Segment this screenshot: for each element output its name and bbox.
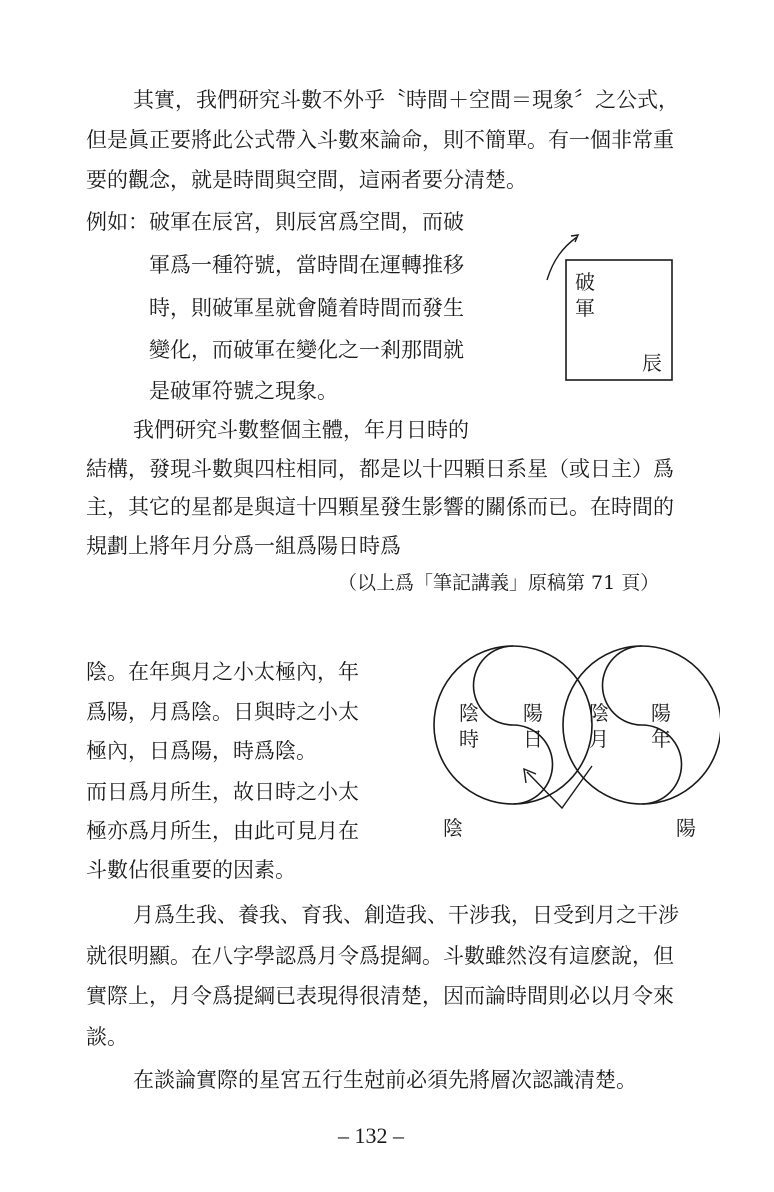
example-label: 例如： [86, 210, 149, 234]
taiji-diagram [420, 640, 720, 850]
right-yang-char-1: 陽 [651, 701, 671, 725]
para3-line-6: 斗數佔很重要的因素。 [86, 858, 296, 882]
para2-line-4: 規劃上將年月分爲一組爲陽日時爲 [86, 534, 401, 558]
box-palace-label: 辰 [642, 351, 662, 375]
bottom-yin-label: 陰 [443, 816, 463, 840]
left-yin-char-2: 時 [459, 727, 479, 751]
para1-line-3: 要的觀念，就是時間與空間，這兩者要分清楚。 [86, 168, 527, 192]
para2-line-1: 我們研究斗數整個主體，年月日時的 [133, 418, 469, 442]
right-yin-char-2: 月 [589, 727, 609, 751]
left-yin-char-1: 陰 [459, 701, 479, 725]
para4-line-3: 實際上，月令爲提綱已表現得很清楚，因而論時間則必以月令來 [86, 984, 674, 1008]
palace-box-diagram [535, 225, 695, 395]
example-line-1: 破軍在辰宮，則辰宮爲空間，而破 [149, 210, 464, 234]
generation-arrow [527, 766, 592, 808]
left-yang-char-2: 日 [523, 727, 543, 751]
box-star-2: 軍 [575, 296, 595, 320]
example-line-5: 是破軍符號之現象。 [149, 379, 338, 403]
para3-line-1: 陰。在年與月之小太極內，年 [86, 660, 359, 684]
para3-line-2: 爲陽，月爲陰。日與時之小太 [86, 700, 359, 724]
left-taiji-s-curve [474, 646, 553, 804]
right-yin-char-1: 陰 [589, 701, 609, 725]
source-note: （以上爲「筆記講義」原稿第 71 頁） [338, 572, 660, 594]
example-line-2: 軍爲一種符號，當時間在運轉推移 [149, 253, 464, 277]
para2-line-3: 主，其它的星都是與這十四顆星發生影響的關係而已。在時間的 [86, 495, 674, 519]
example-line-3: 時，則破軍星就會隨着時間而發生 [149, 296, 464, 320]
para3-line-5: 極亦爲月所生，由此可見月在 [86, 819, 359, 843]
para4-line-1: 月爲生我、養我、育我、創造我、干涉我，日受到月之干涉 [133, 903, 679, 927]
para3-line-4: 而日爲月所生，故日時之小太 [86, 780, 359, 804]
para3-line-3: 極內，日爲陽，時爲陰。 [86, 739, 317, 763]
para4-line-2: 就很明顯。在八字學認爲月令爲提綱。斗數雖然沒有這麽說，但 [86, 944, 674, 968]
box-star-1: 破 [575, 270, 595, 294]
motion-arrow [547, 237, 577, 280]
para1-line-2: 但是眞正要將此公式帶入斗數來論命，則不簡單。有一個非常重 [86, 128, 674, 152]
para2-line-2: 結構，發現斗數與四柱相同，都是以十四顆日系星（或日主）爲 [86, 457, 674, 481]
para1-line-1: 其實，我們研究斗數不外乎〝時間＋空間＝現象〞之公式， [133, 88, 679, 112]
example-line-4: 變化，而破軍在變化之一剎那間就 [149, 338, 464, 362]
right-taiji-s-curve [603, 646, 682, 804]
bottom-yang-label: 陽 [676, 816, 696, 840]
para4-line-4: 談。 [86, 1025, 128, 1049]
para5-line: 在談論實際的星宮五行生尅前必須先將層次認識清楚。 [133, 1068, 637, 1092]
page-number: – 132 – [338, 1123, 404, 1148]
right-yang-char-2: 年 [651, 727, 671, 751]
left-yang-char-1: 陽 [523, 701, 543, 725]
